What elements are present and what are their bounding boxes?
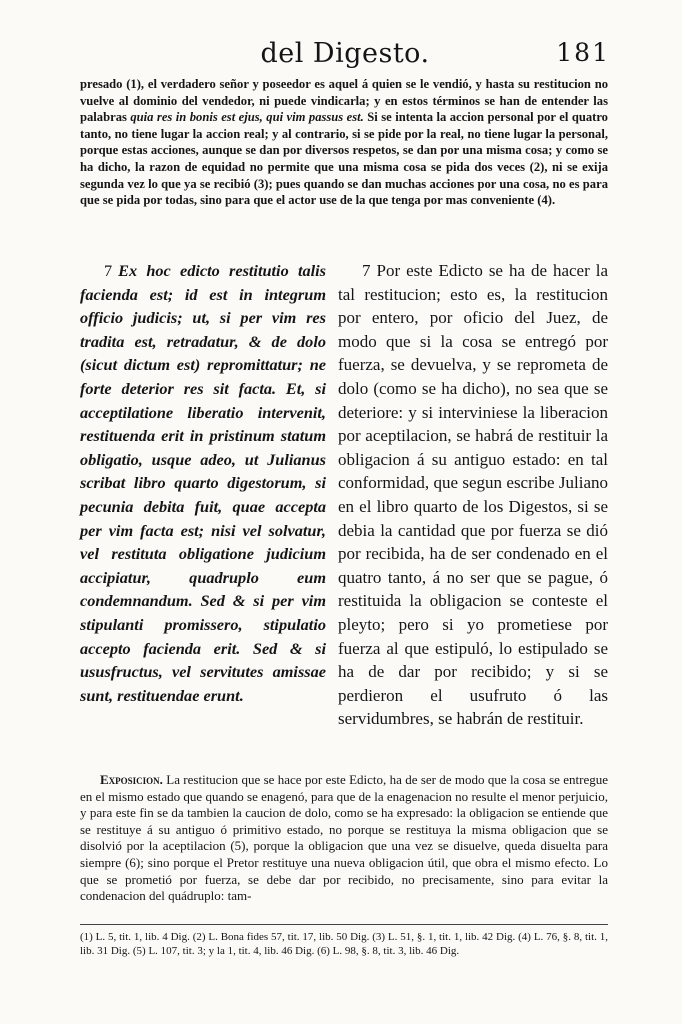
running-head bbox=[80, 38, 610, 72]
footnote-rule bbox=[80, 924, 608, 925]
latin-column bbox=[80, 259, 326, 707]
exposicion-label: Exposicion. bbox=[100, 772, 163, 787]
spanish-text: Por este Edicto se ha de hacer la tal restitucion; esto es, la restitucion por entero, por oficio del Juez, de modo que si la cosa se entregó por fuerza, se devuelva, y se reprometa de dolo (como se ha dicho), no sea que se deteriore: y si interviniese la liberacion por aceptilacion, se habrá de restituir la obligacion á su antiguo estado: en tal conformidad, que segun escribe Juliano en el libro quarto de los Digestos, si se debia la cantidad que por fuerza se dió por recibida, ha de ser condenado en el quatro tanto, á no ser que se pague, ó restituida la obligacion se conteste el pleyto; pero si yo prometiese por fuerza al que estipuló, lo estipulado se ha de dar por recibido; y si se perdieron el usufruto ó las servidumbres, se habrán de restituir. bbox=[338, 261, 608, 729]
footnotes: (1) L. 5, tit. 1, lib. 4 Dig. (2) L. Bona fides 57, tit. 17, lib. 50 Dig. (3) L. 51, §. 1, tit. 1, lib. 42 Dig. (4) L. 76, §. 8, tit. 1, lib. 31 Dig. (5) L. 107, tit. 3; y la 1, tit. 4, lib. 46 Dig. (6) L. 98, §. 8, tit. 3, lib. 46 Dig. bbox=[80, 931, 608, 958]
exposicion-paragraph bbox=[80, 772, 608, 905]
exposicion-text: La restitucion que se hace por este Edicto, ha de ser de modo que la cosa se entregue en el mismo estado que quando se enagenó, para que de la enagenacion no resulte el menor perjuicio, y para este fin se da tambien la caucion de dolo, como se ha expresado: la obligacion se entiende que se restituye á su antiguo ó primitivo estado, no porque se restituya la misma obligacion que se disolvió por la aceptilacion (5), porque la obligacion que una vez se disuelve, queda disuelta para siempre (6); sino porque el Pretor restituye una nueva obligacion útil, que obra el mismo efecto. Lo que se prometió por fuerza, se debe dar por recibido, no precisamente, sino para evitar la condenacion del quádruplo: tam- bbox=[80, 772, 608, 904]
spanish-section-number: 7 bbox=[362, 261, 371, 280]
page-number: 181 bbox=[556, 38, 610, 67]
intro-text-part2: Si se intenta la accion personal por el quatro tanto, no tiene lugar la accion real; y al contrario, si se pide por la real, no tiene lugar la personal, porque estas acciones, aunque se dan por diversos respetos, se dan por una misma cosa; y como se ha dicho, la razon de equidad no permite que una misma cosa se pida dos veces (2), ni se exija segunda vez lo que ya se recibió (3); pues quando se dan muchas acciones por una cosa, no es para que se pida por todas, sino para que el actor use de la que tenga por mas conveniente (4). bbox=[80, 110, 608, 208]
intro-text-part1: presado (1), el verdadero señor y poseedor es aquel á quien se le vendió, y hasta su restitucion no vuelve al dominio del vendedor, ni puede vindicarla; y en estos términos se han de entender las palabras bbox=[80, 77, 608, 125]
latin-text: Ex hoc edicto restitutio talis facienda est; id est in integrum officio judicis; ut, si per vim res tradita est, retradatur, & de dolo (sicut dictum est) repromittatur; ne forte deterior res sit facta. Et, si acceptilatione liberatio intervenit, restituenda erit in pristinum statum obligatio, usque adeo, ut Julianus scribat libro quarto digestorum, si pecunia debita fuit, quae accepta per vim facta est; nisi vel solvatur, vel restituta obligatione judicium accipiatur, quadruplo eum condemnandum. Sed & si per vim stipulanti promissero, stipulatio accepto facienda erit. Sed & si ususfructus, vel servitutes amissae sunt, restituendae erunt. bbox=[80, 261, 326, 705]
latin-section-number: 7 bbox=[104, 261, 113, 280]
intro-paragraph bbox=[80, 76, 608, 209]
intro-latin-quote: quia res in bonis est ejus, qui vim passus est. bbox=[130, 110, 364, 125]
running-title: del Digesto. bbox=[260, 38, 430, 69]
spanish-column bbox=[338, 259, 608, 731]
